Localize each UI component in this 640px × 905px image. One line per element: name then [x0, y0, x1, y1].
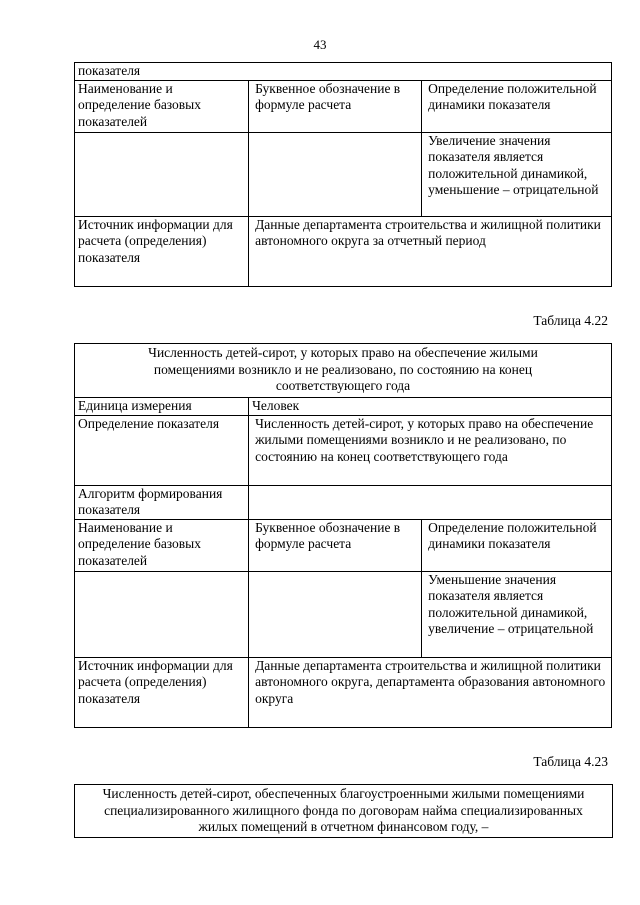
unit-label: Единица измерения: [75, 398, 249, 416]
table-continued-top-cell: показателя: [75, 63, 612, 81]
base-indicators-label: Наименование и определение базовых показателей: [75, 80, 249, 132]
formula-letter-label: Буквенное обозначение в формуле расчета: [249, 80, 422, 132]
empty-cell: [249, 132, 422, 216]
source-label: Источник информации для расчета (определения) показателя: [75, 216, 249, 286]
page-number: 43: [313, 37, 327, 52]
table-4-23: [74, 784, 613, 838]
table-4-22: [74, 343, 612, 728]
empty-cell: [249, 571, 422, 657]
table-title: Численность детей-сирот, у которых право на обеспечение жилыми помещениями возникло и не реализовано, по состоянию на конец соответствующего года: [75, 344, 612, 398]
unit-value: Человек: [249, 398, 612, 416]
base-indicators-label: Наименование и определение базовых показателей: [75, 519, 249, 571]
table-caption-4-23: Таблица 4.23: [533, 754, 608, 769]
empty-cell: [75, 132, 249, 216]
definition-label: Определение показателя: [75, 415, 249, 485]
algorithm-value: [249, 485, 612, 519]
algorithm-label: Алгоритм формирования показателя: [75, 485, 249, 519]
table-caption-4-22: Таблица 4.22: [533, 313, 608, 328]
positive-dynamics-label: Определение положительной динамики показателя: [422, 80, 612, 132]
empty-cell: [75, 571, 249, 657]
formula-letter-label: Буквенное обозначение в формуле расчета: [249, 519, 422, 571]
source-value: Данные департамента строительства и жилищной политики автономного округа, департамента образования автономного округа: [249, 657, 612, 727]
positive-dynamics-label: Определение положительной динамики показателя: [422, 519, 612, 571]
source-label: Источник информации для расчета (определения) показателя: [75, 657, 249, 727]
table-continued: [74, 62, 612, 287]
definition-value: Численность детей-сирот, у которых право на обеспечение жилыми помещениями возникло и не реализовано, по состоянию на конец соответствующего года: [249, 415, 612, 485]
source-value: Данные департамента строительства и жилищной политики автономного округа за отчетный период: [249, 216, 612, 286]
positive-dynamics-value: Уменьшение значения показателя является положительной динамикой, увеличение – отрицательной: [422, 571, 612, 657]
table-title: Численность детей-сирот, обеспеченных благоустроенными жилыми помещениями специализированного жилищного фонда по договорам найма специализированных жилых помещений в отчетном финансовом году, –: [75, 785, 613, 838]
positive-dynamics-value: Увеличение значения показателя является положительной динамикой, уменьшение – отрицательной: [422, 132, 612, 216]
